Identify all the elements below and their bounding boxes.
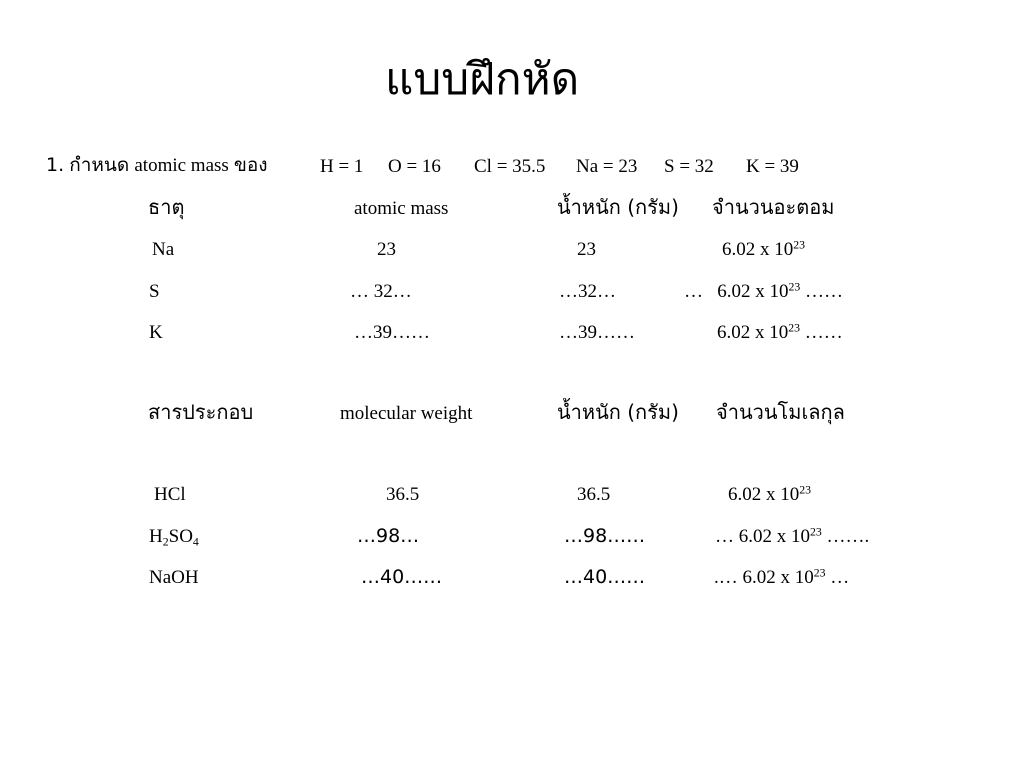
count-prefix: .… [714,567,738,588]
elements-header-atomic-mass: atomic mass [354,198,449,219]
formula-subscript: 2 [162,535,169,549]
table-cell-weight: …40…… [564,566,646,588]
table-row-element: Na [152,239,175,260]
table-cell-weight: …98…… [564,525,646,547]
formula-subscript: 4 [192,535,199,549]
formula-part: H [149,526,163,547]
given-na: Na = 23 [576,156,638,177]
count-base: 6.02 x 10 [717,322,789,343]
table-row-element: S [149,281,160,302]
count-prefix: … [715,526,734,547]
count-suffix: …… [805,281,844,302]
compounds-header-molecular-weight: molecular weight [340,403,473,424]
exercise-line [46,156,268,175]
count-suffix: … [830,567,850,588]
count-exponent: 23 [793,238,806,252]
given-cl: Cl = 35.5 [474,156,546,177]
exercise-atomic-mass-label: atomic mass [134,155,229,176]
table-cell-count [714,568,849,587]
table-cell-atomic-mass: …39…… [354,322,430,343]
page-title: แบบฝึกหัด [385,54,580,105]
given-k: K = 39 [746,156,799,177]
table-cell-molecular-weight: …40…… [361,566,443,588]
table-row-compound [154,485,186,504]
compounds-header-compound: สารประกอบ [148,400,254,424]
exercise-number: 1. [46,154,65,176]
table-cell-atomic-mass: 23 [377,239,396,260]
count-prefix: … [684,281,703,302]
exercise-prefix: กำหนด [69,154,130,176]
table-row-compound [149,568,199,587]
count-exponent: 23 [799,483,812,497]
compounds-header-count: จำนวนโมเลกุล [716,400,845,424]
table-cell-weight: …39…… [559,322,635,343]
table-cell-atomic-mass: … 32… [350,281,412,302]
table-cell-count [715,527,869,546]
table-cell-weight: 36.5 [577,484,611,505]
table-cell-count [684,282,843,301]
table-cell-molecular-weight: 36.5 [386,484,420,505]
count-base: 6.02 x 10 [738,526,810,547]
count-base: 6.02 x 10 [742,567,814,588]
table-cell-count [717,323,843,342]
given-h: H = 1 [320,156,364,177]
count-suffix: ……. [826,526,870,547]
elements-header-weight: น้ำหนัก (กรัม) [557,195,679,219]
compound-name: HCl [154,484,186,505]
table-row-compound [149,526,199,549]
table-cell-weight: 23 [577,239,596,260]
table-cell-count [722,240,805,259]
count-base: 6.02 x 10 [722,239,794,260]
count-exponent: 23 [788,321,801,335]
elements-header-count: จำนวนอะตอม [712,195,835,219]
exercise-of: ของ [233,154,268,176]
compounds-header-weight: น้ำหนัก (กรัม) [557,400,679,424]
table-cell-molecular-weight: …98… [357,525,420,547]
compound-name: NaOH [149,567,199,588]
count-suffix: …… [804,322,843,343]
elements-header-element: ธาตุ [148,195,185,219]
count-exponent: 23 [788,280,801,294]
given-s: S = 32 [664,156,714,177]
table-cell-count [728,485,811,504]
count-base: 6.02 x 10 [728,484,800,505]
table-cell-weight: …32… [559,281,616,302]
count-exponent: 23 [810,525,822,539]
table-row-element: K [149,322,163,343]
given-o: O = 16 [388,156,441,177]
count-base: 6.02 x 10 [717,281,789,302]
formula-part: SO [168,526,193,547]
count-exponent: 23 [813,566,826,580]
